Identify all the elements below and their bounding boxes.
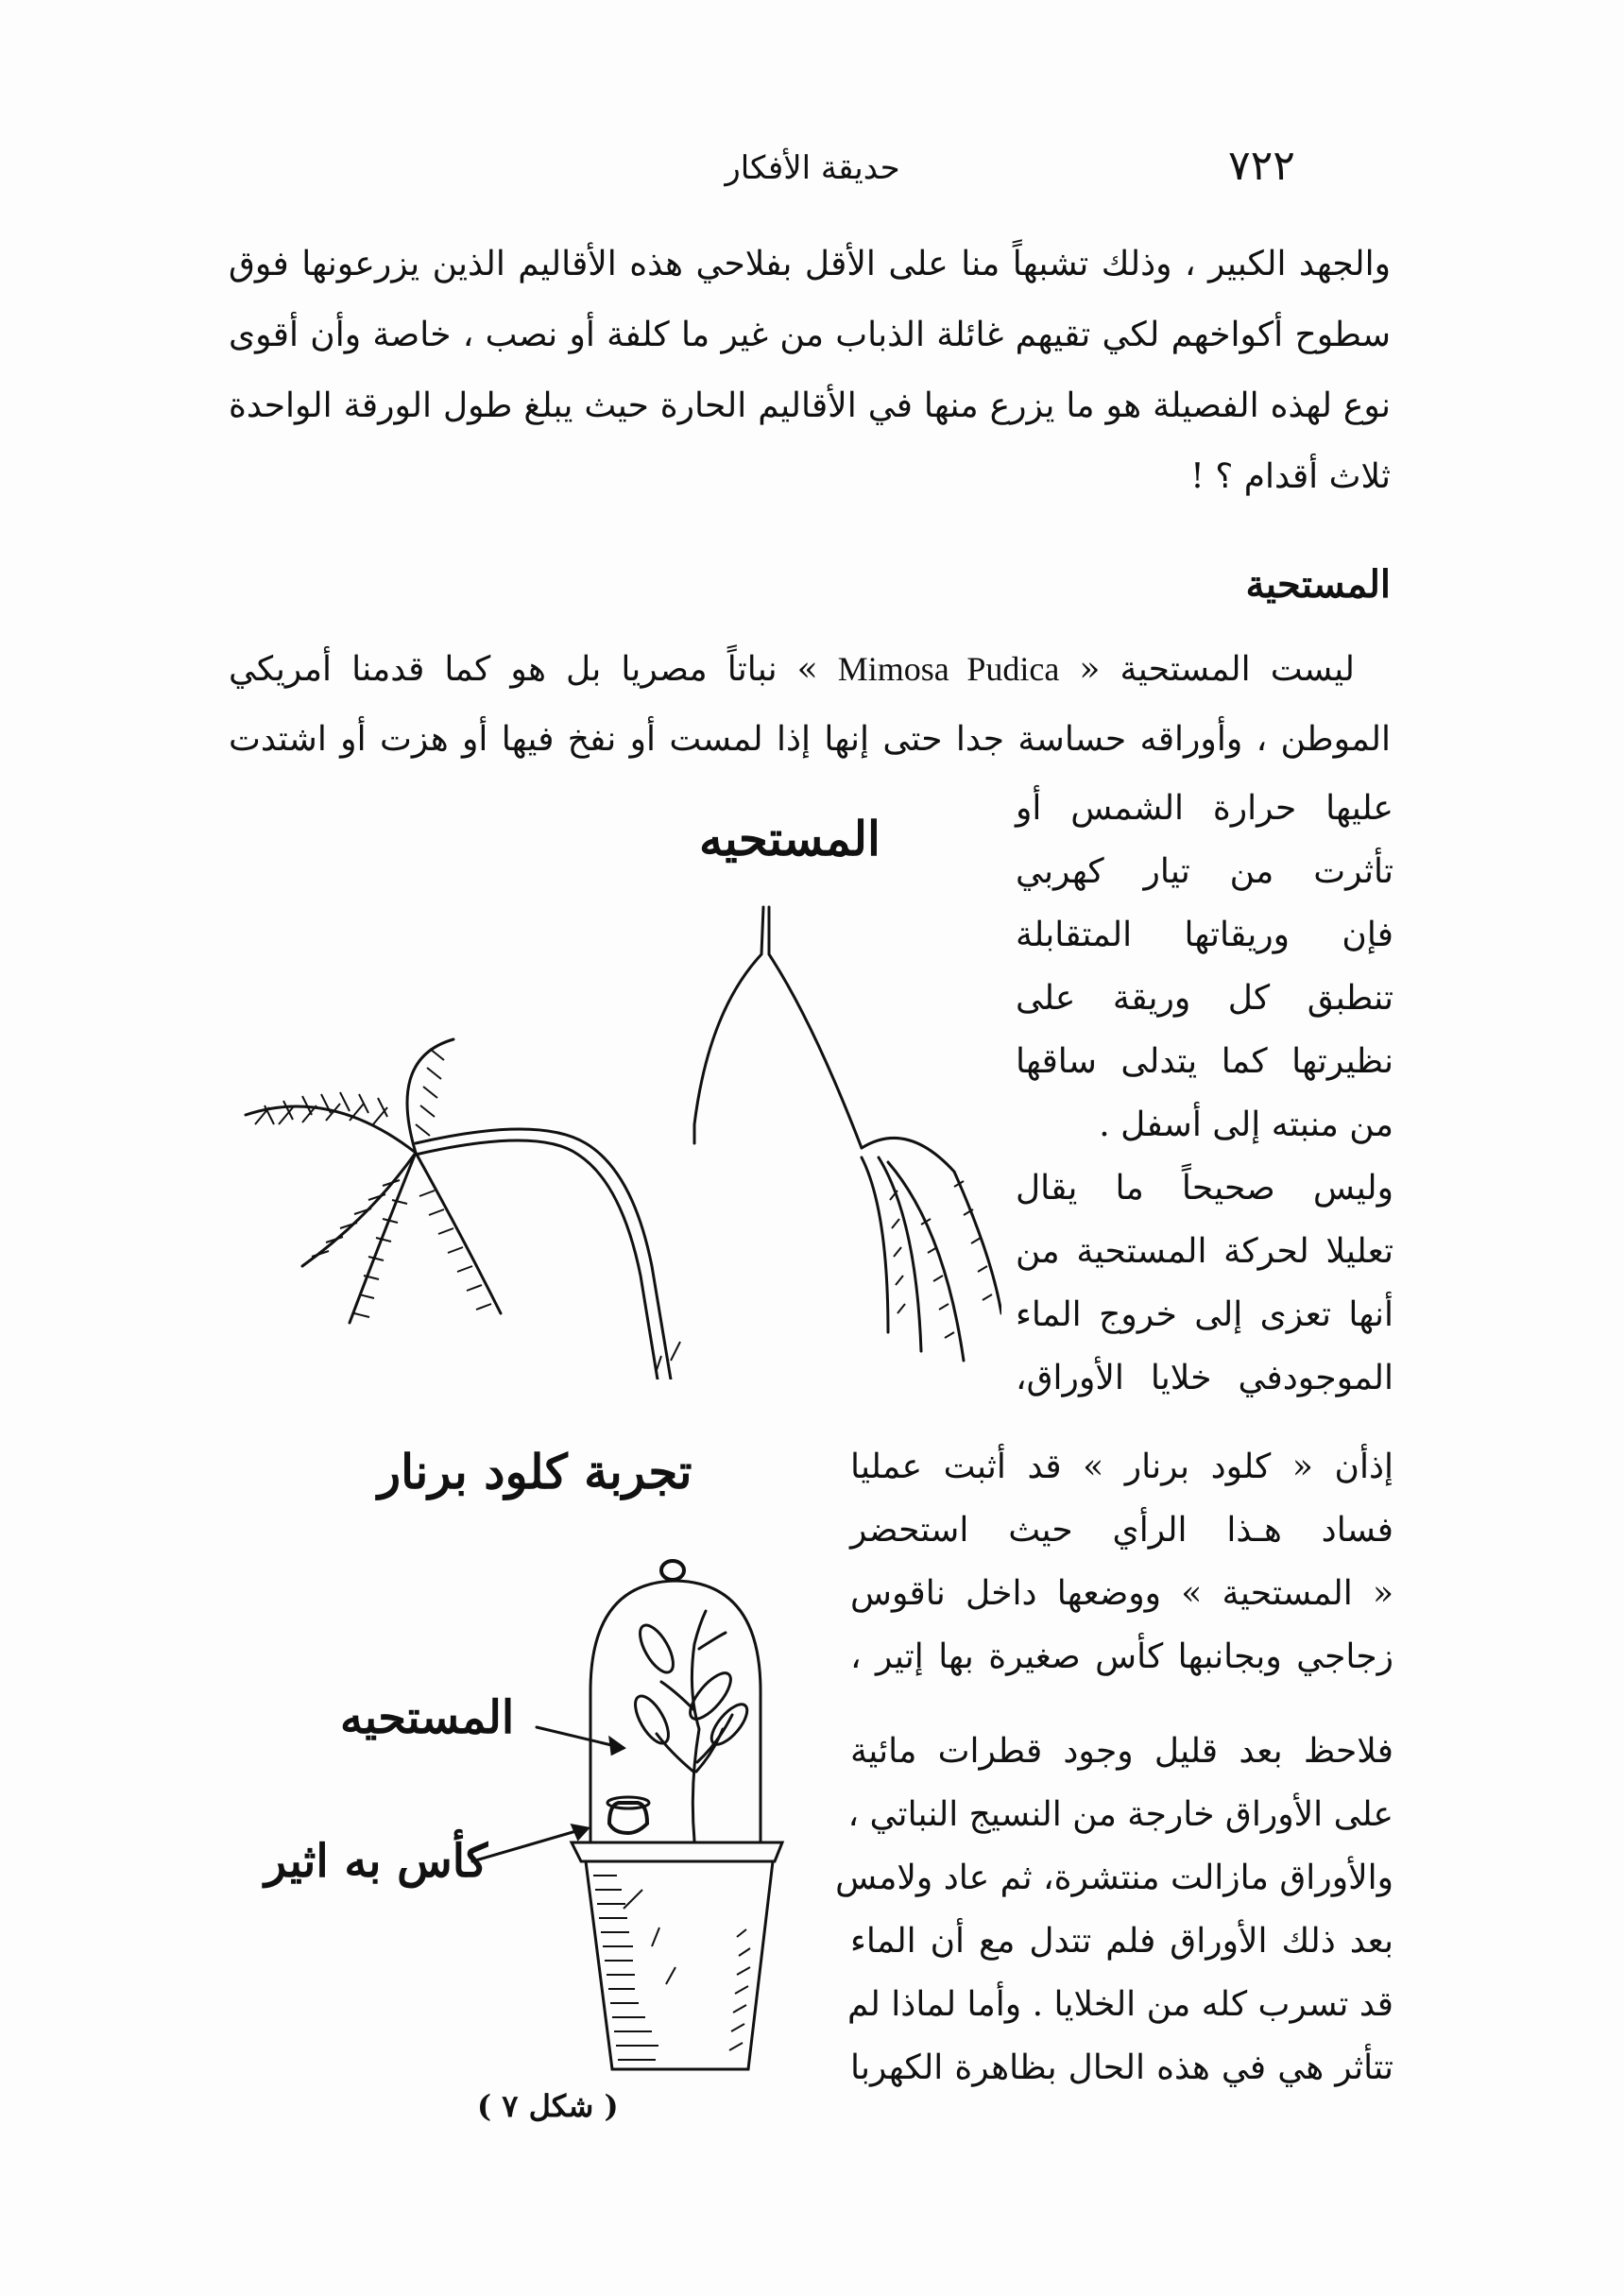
mimosa-branch-illustration — [227, 888, 1001, 1379]
paragraph-line: ثلاث أقدام ؟ ! — [1190, 457, 1391, 496]
column-line: والأوراق مازالت منتشرة، ثم عاد ولامس — [835, 1859, 1393, 1897]
column-line: تعليلا لحركة المستحية من — [1016, 1232, 1393, 1271]
column-line: أنها تعزى إلى خروج الماء — [1016, 1295, 1393, 1334]
paragraph-line: نوع لهذه الفصيلة هو ما يزرع منها في الأقاليم الحارة حيث يبلغ طول الورقة الواحدة — [229, 386, 1391, 425]
figure-caption: ( شكل ٧ ) — [477, 2088, 619, 2124]
column-line: تنطبق كل وريقة على — [1016, 979, 1393, 1018]
column-line: بعد ذلك الأوراق فلم تتدل مع أن الماء — [850, 1922, 1393, 1961]
column-line: الموجودفي خلايا الأوراق، — [1016, 1359, 1393, 1397]
figure-label-mimosa: المستحيه — [699, 811, 880, 866]
paragraph-line: سطوح أكواخهم لكي تقيهم غائلة الذباب من غير ما كلفة أو نصب ، خاصة وأن أقوى — [229, 316, 1391, 354]
column-line: قد تسرب كله من الخلايا . وأما لماذا لم — [846, 1985, 1393, 2024]
column-line: على الأوراق خارجة من النسيج النباتي ، — [847, 1795, 1393, 1834]
figure-title-experiment: تجربة كلود برنار — [378, 1444, 692, 1499]
paragraph-line: ليست المستحية « Mimosa Pudica » نباتاً مصريا بل هو كما قدمنا أمريكي — [229, 650, 1356, 689]
page-number: ٧٢٢ — [1228, 142, 1295, 190]
bell-jar-experiment-illustration — [236, 1550, 850, 2098]
column-line: من منبته إلى أسفل . — [1099, 1105, 1393, 1144]
figure-label-plant: المستحيه — [340, 1691, 515, 1744]
column-line: إذأن « كلود برنار » قد أثبت عمليا — [850, 1448, 1393, 1486]
column-line: فلاحظ بعد قليل وجود قطرات مائية — [850, 1732, 1393, 1771]
column-line: فساد هـذا الرأي حيث استحضر — [850, 1511, 1393, 1550]
running-title: حديقة الأفكار — [725, 149, 900, 187]
column-line: فإن وريقاتها المتقابلة — [1016, 916, 1393, 954]
paragraph-line: الموطن ، وأوراقه حساسة جدا حتى إنها إذا لمست أو نفخ فيها أو هزت أو اشتدت — [229, 720, 1391, 759]
column-line: نظيرتها كما يتدلى ساقها — [1016, 1042, 1393, 1081]
figure-label-ether-cup: كأس به اثير — [265, 1835, 488, 1888]
column-line: « المستحية » ووضعها داخل ناقوس — [850, 1574, 1393, 1613]
scientific-name: Mimosa Pudica — [837, 650, 1060, 688]
column-line: تتأثر هي في هذه الحال بظاهرة الكهربا — [850, 2048, 1393, 2087]
column-line: تأثرت من تيار كهربي — [1016, 852, 1393, 891]
section-heading: المستحية — [1245, 562, 1391, 607]
paragraph-line: والجهد الكبير ، وذلك تشبهاً منا على الأقل بفلاحي هذه الأقاليم الذين يزرعونها فوق — [229, 245, 1391, 283]
column-line: زجاجي وبجانبها كأس صغيرة بها إتير ، — [850, 1637, 1393, 1676]
column-line: وليس صحيحاً ما يقال — [1016, 1169, 1393, 1208]
column-line: عليها حرارة الشمس أو — [1016, 789, 1393, 828]
